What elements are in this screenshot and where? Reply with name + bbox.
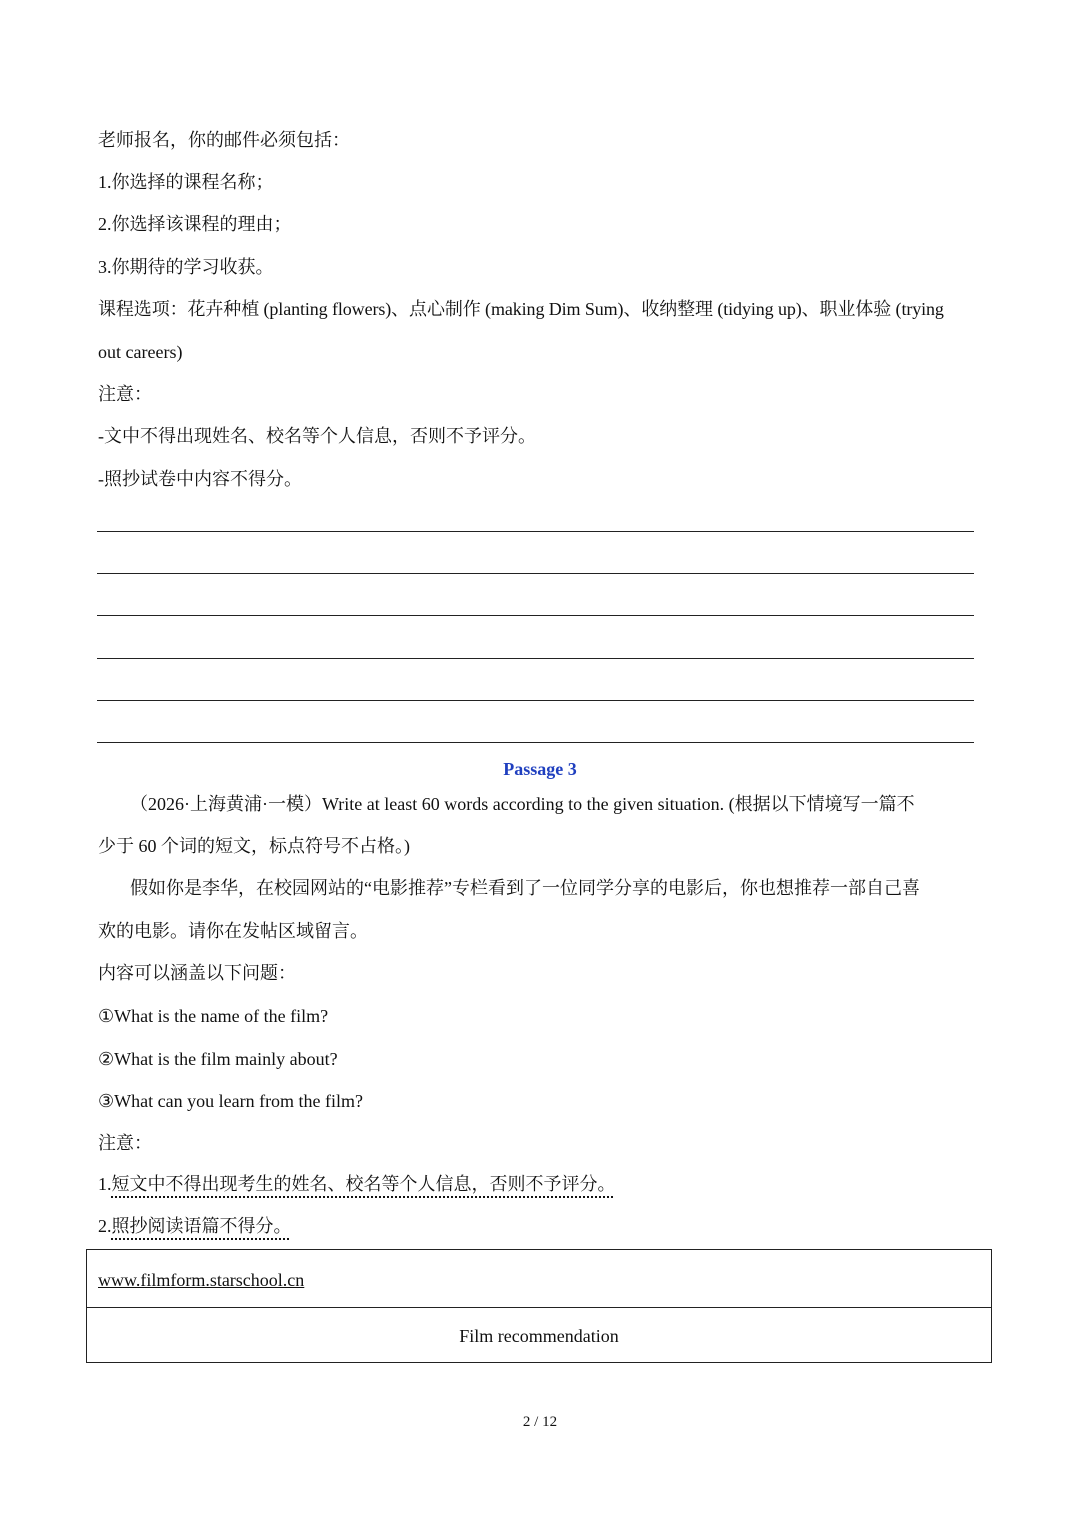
answer-line[interactable] [97, 658, 974, 659]
passage-title: Passage 3 [503, 759, 577, 779]
course-options: 课程选项：花卉种植 (planting flowers)、点心制作 (making Dim Sum)、收纳整理 (tidying up)、职业体验 (trying [98, 299, 944, 319]
intro-line-3: 2.你选择该课程的理由； [98, 214, 292, 234]
note-heading: 注意： [98, 384, 152, 404]
website-link[interactable]: www.filmform.starschool.cn [98, 1270, 305, 1290]
situation-line-2: 欢的电影。请你在发帖区域留言。 [98, 921, 368, 941]
note-2: -照抄试卷中内容不得分。 [98, 469, 302, 489]
prompt-line-1: （2026·上海黄浦·一模）Write at least 60 words according to the given situation. (根据以下情境写一篇不 [130, 794, 915, 814]
question-3: ③What can you learn from the film? [98, 1091, 364, 1111]
note-1: -文中不得出现姓名、校名等个人信息，否则不予评分。 [98, 426, 536, 446]
requirement-1-prefix: 1. [98, 1174, 112, 1194]
page-number: 2 / 12 [522, 1414, 558, 1430]
table-row-url [87, 1250, 991, 1308]
requirement-1-text: 短文中不得出现考生的姓名、校名等个人信息，否则不予评分。 [111, 1174, 616, 1194]
prompt-line-2: 少于 60 个词的短文，标点符号不占格。) [98, 836, 410, 856]
table-heading: Film recommendation [459, 1326, 619, 1346]
answer-line[interactable] [97, 573, 974, 574]
question-2: ②What is the film mainly about? [98, 1049, 338, 1069]
content-heading: 内容可以涵盖以下问题： [98, 963, 296, 983]
intro-line-1: 老师报名，你的邮件必须包括： [98, 130, 350, 150]
answer-line[interactable] [97, 700, 974, 701]
situation-line-1: 假如你是李华，在校园网站的“电影推荐”专栏看到了一位同学分享的电影后，你也想推荐一部自己喜 [130, 878, 920, 898]
answer-line[interactable] [97, 742, 974, 743]
answer-line[interactable] [97, 615, 974, 616]
table-row-heading [87, 1307, 991, 1364]
intro-line-4: 3.你期待的学习收获。 [98, 257, 274, 277]
requirement-2-text: 照抄阅读语篇不得分。 [111, 1216, 292, 1236]
intro-line-2: 1.你选择的课程名称； [98, 172, 274, 192]
answer-line[interactable] [97, 531, 974, 532]
note-heading-2: 注意： [98, 1133, 152, 1153]
requirement-1 [98, 1172, 982, 1196]
film-table [86, 1249, 992, 1363]
question-1: ①What is the name of the film? [98, 1006, 329, 1026]
requirement-2-prefix: 2. [98, 1216, 112, 1236]
course-options-cont: out careers) [98, 342, 183, 362]
requirement-2 [98, 1214, 982, 1238]
